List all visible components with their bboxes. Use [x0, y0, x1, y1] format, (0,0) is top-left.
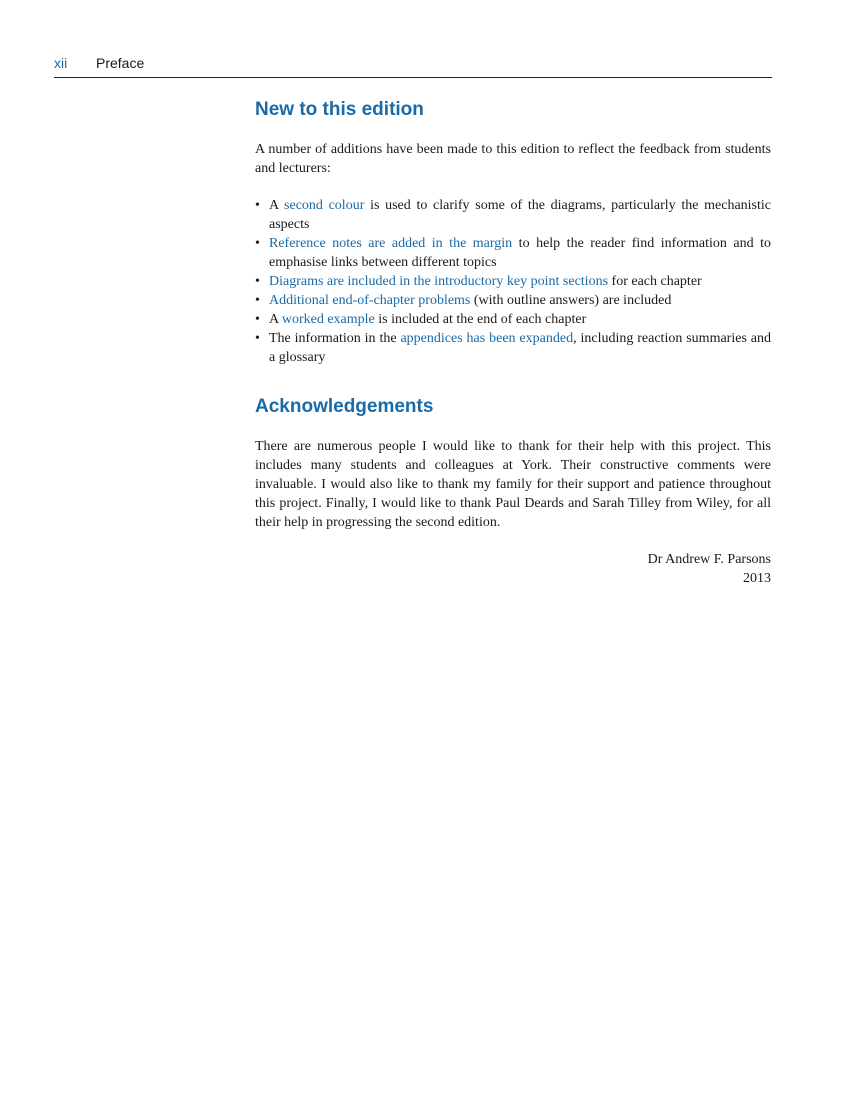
new-edition-intro: A number of additions have been made to this edition to reflect the feedback from students and lecturers:: [255, 142, 771, 176]
highlighted-phrase: appendices has been expanded: [400, 331, 574, 346]
running-head: [54, 55, 772, 78]
list-item: • Additional end-of-chapter problems (with outline answers) are included: [255, 291, 771, 310]
list-item: • Diagrams are included in the introductory key point sections for each chapter: [255, 272, 771, 291]
list-item: • A second colour is used to clarify some of the diagrams, particularly the mechanistic aspects: [255, 196, 771, 234]
highlighted-phrase: second colour: [284, 198, 365, 213]
signature-year: 2013: [743, 571, 771, 586]
page-body: [255, 98, 771, 588]
additions-list: [255, 196, 771, 367]
signature: [255, 550, 771, 588]
acknowledgements-heading: Acknowledgements: [255, 396, 434, 417]
highlighted-phrase: worked example: [281, 312, 375, 327]
highlighted-phrase: Diagrams are included in the introductory key point sections: [269, 274, 609, 289]
list-item: • A worked example is included at the end of each chapter: [255, 310, 771, 329]
author-name: Dr Andrew F. Parsons: [647, 552, 771, 567]
highlighted-phrase: Reference notes are added in the margin: [269, 236, 513, 251]
new-edition-heading: New to this edition: [255, 99, 424, 120]
list-item: • The information in the appendices has been expanded, including reaction summaries and a glossary: [255, 329, 771, 367]
list-item: • Reference notes are added in the margin to help the reader find information and to emphasise links between different topics: [255, 234, 771, 272]
running-head-title: Preface: [96, 55, 145, 71]
highlighted-phrase: Additional end-of-chapter problems: [269, 293, 471, 308]
page-number: xii: [54, 55, 68, 71]
acknowledgements-body: There are numerous people I would like to thank for their help with this project. This includes many students and colleagues at York. Their constructive comments were invaluable. I would also like to thank my family for their support and patience throughout this project. Finally, I would like to thank Paul Deards and Sarah Tilley from Wiley, for all their help in progressing the second edition.: [255, 439, 771, 530]
